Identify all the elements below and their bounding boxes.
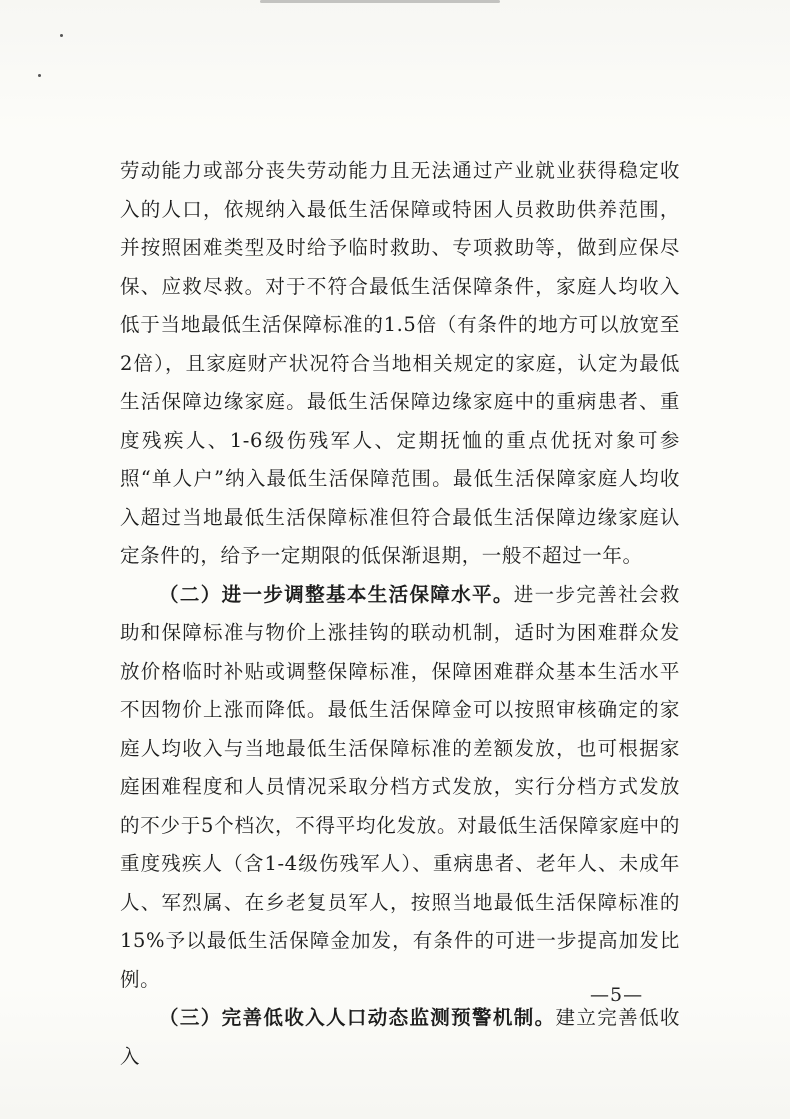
page-number: —5— — [590, 984, 644, 1006]
document-body — [120, 152, 680, 1076]
paragraph-1-text: 劳动能力或部分丧失劳动能力且无法通过产业就业获得稳定收入的人口，依规纳入最低生活保障或特困人员救助供养范围，并按照困难类型及时给予临时救助、专项救助等，做到应保尽保、应救尽救。对于不符合最低生活保障条件，家庭人均收入低于当地最低生活保障标准的1.5倍（有条件的地方可以放宽至2倍），且家庭财产状况符合当地相关规定的家庭，认定为最低生活保障边缘家庭。最低生活保障边缘家庭中的重病患者、重度残疾人、1-6级伤残军人、定期抚恤的重点优抚对象可参照“单人户”纳入最低生活保障范围。最低生活保障家庭人均收入超过当地最低生活保障标准但符合最低生活保障边缘家庭认定条件的，给予一定期限的低保渐退期，一般不超过一年。 — [120, 159, 680, 567]
section-heading-3: （三）完善低收入人口动态监测预警机制。 — [159, 1006, 556, 1029]
scan-speck — [38, 74, 41, 77]
paragraph-2-text: 进一步完善社会救助和保障标准与物价上涨挂钩的联动机制，适时为困难群众发放价格临时补贴或调整保障标准，保障困难群众基本生活水平不因物价上涨而降低。最低生活保障金可以按照审核确定的家庭人均收入与当地最低生活保障标准的差额发放，也可根据家庭困难程度和人员情况采取分档方式发放，实行分档方式发放的不少于5个档次，不得平均化发放。对最低生活保障家庭中的重度残疾人（含1-4级伤残军人）、重病患者、老年人、未成年人、军烈属、在乡老复员军人，按照当地最低生活保障标准的15%予以最低生活保障金加发，有条件的可进一步提高加发比例。 — [120, 582, 680, 991]
paragraph-1 — [120, 152, 680, 576]
paragraph-2 — [120, 576, 680, 1000]
section-heading-2: （二）进一步调整基本生活保障水平。 — [159, 582, 514, 606]
paragraph-3 — [120, 999, 680, 1076]
scan-speck — [60, 34, 63, 37]
scan-edge-mark — [260, 0, 500, 3]
paragraph-3-text: 建立完善低收入 — [120, 1006, 680, 1068]
